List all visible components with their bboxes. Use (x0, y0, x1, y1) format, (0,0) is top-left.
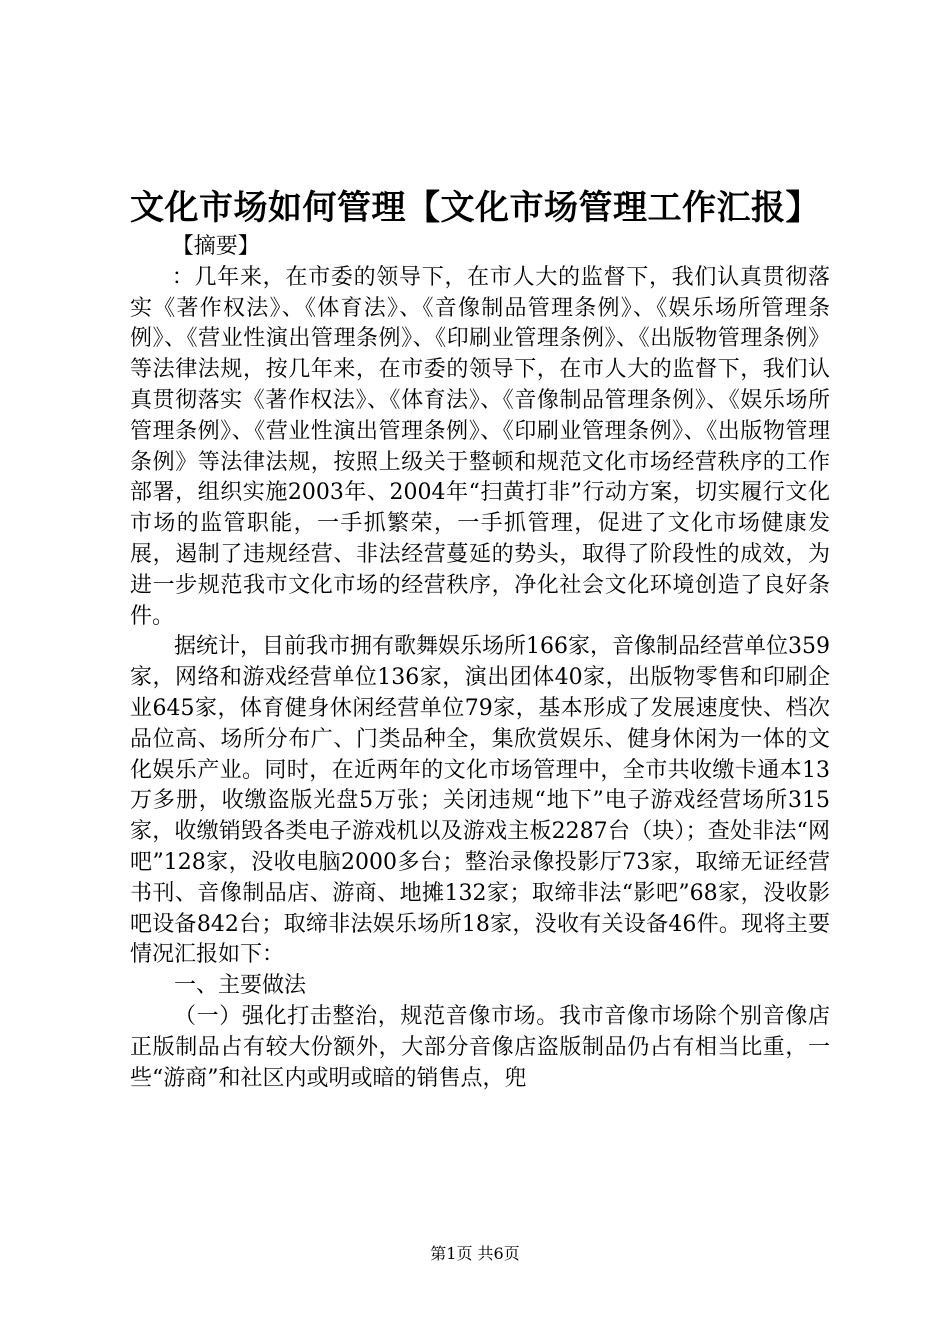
paragraph-section-1: （一）强化打击整治，规范音像市场。我市音像市场除个别音像店正版制品占有较大份额外，大部分音像店盗版制品仍占有相当比重，一些“游商”和社区内或明或暗的销售点，兜 (130, 1003, 830, 1091)
paragraph-statistics: 据统计，目前我市拥有歌舞娱乐场所166家，音像制品经营单位359家，网络和游戏经营单位136家，演出团体40家，出版物零售和印刷企业645家，体育健身休闲经营单位79家，基本形成了发展速度快、档次品位高、场所分布广、门类品种全，集欣赏娱乐、健身休闲为一体的文化娱乐产业。同时，在近两年的文化市场管理中，全市共收缴卡通本13万多册，收缴盗版光盘5万张；关闭违规“地下”电子游戏经营场所315家，收缴销毁各类电子游戏机以及游戏主板2287台（块）；查处非法“网吧”128家，没收电脑2000多台；整治录像投影厅73家，取缔无证经营书刊、音像制品店、游商、地摊132家；取缔非法“影吧”68家，没收影吧设备842台；取缔非法娱乐场所18家，没收有关设备46件。现将主要情况汇报如下： (130, 634, 830, 968)
paragraph-abstract: ：几年来，在市委的领导下，在市人大的监督下，我们认真贯彻落实《著作权法》、《体育法》、《音像制品管理条例》、《娱乐场所管理条例》、《营业性演出管理条例》、《印刷业管理条例》、《出版物管理条例》等法律法规，按几年来，在市委的领导下，在市人大的监督下，我们认真贯彻落实《著作权法》、《体育法》、《音像制品管理条例》、《娱乐场所管理条例》、《营业性演出管理条例》、《印刷业管理条例》、《出版物管理条例》等法律法规，按照上级关于整顿和规范文化市场经营秩序的工作部署，组织实施2003年、2004年“扫黄打非”行动方案，切实履行文化市场的监管职能，一手抓繁荣，一手抓管理，促进了文化市场健康发展，遏制了违规经营、非法经营蔓延的势头，取得了阶段性的成效，为进一步规范我市文化市场的经营秩序，净化社会文化环境创造了良好条件。 (130, 264, 830, 629)
page-footer: 第1页 共6页 (430, 1244, 520, 1263)
abstract-label: 【摘要】 (171, 234, 260, 259)
document-title: 文化市场如何管理【文化市场管理工作汇报】 (130, 188, 820, 228)
document-body (130, 232, 830, 1094)
section-heading: 一、主要做法 (174, 973, 307, 999)
